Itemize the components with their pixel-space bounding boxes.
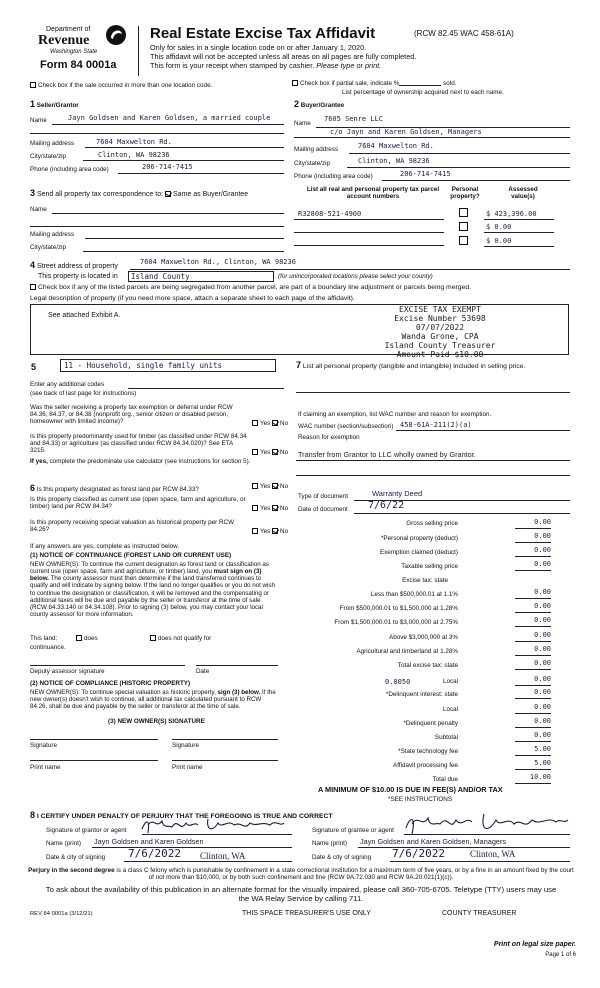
does-not-checkbox[interactable]: does not qualify for xyxy=(150,635,211,642)
sec6-instructions: If any answers are yes, complete as instructed below. xyxy=(30,543,180,550)
delinquent-penalty-value[interactable]: 0.00 xyxy=(534,717,551,725)
grantor-signature[interactable] xyxy=(138,815,288,837)
notice-compliance-body: NEW OWNER(S): To continue special valuation as historic property, sign (3) below. If the new owner(s) doesn't wish to continue, all additional tax calculated pursuant to RCW 84.26, shall be due and payable by the seller or transferor at the time of sale. xyxy=(30,689,276,711)
doc-type-label: Type of document xyxy=(298,493,349,500)
seller-phone-label: Phone (including area code) xyxy=(30,166,109,173)
tier5-value[interactable]: 0.00 xyxy=(534,645,551,653)
buyer-phone-field[interactable]: 206-714-7415 xyxy=(400,170,451,178)
personal-deduct-label: *Personal property (deduct) xyxy=(380,535,458,542)
gross-value[interactable]: 0.00 xyxy=(534,518,551,526)
doc-date-field[interactable]: 7/6/22 xyxy=(368,500,405,511)
excise-state-heading: Excise tax: state xyxy=(402,577,448,584)
assessed-3[interactable]: $ 0.00 xyxy=(486,237,512,245)
doc-type-field[interactable]: Warranty Deed xyxy=(372,489,423,498)
local-value[interactable]: 0.00 xyxy=(534,675,551,683)
assessed-value-header: Assessed value(s) xyxy=(508,186,538,201)
buyer-phone-label: Phone (including area code) xyxy=(294,173,373,180)
new-owner-signature-label-1: Signature xyxy=(30,742,57,749)
exemption-question: If claiming an exemption, list WAC number and reason for exemption. xyxy=(298,411,492,418)
tier2-label: From $500,000.01 to $1,500,000 at 1.28% xyxy=(339,605,458,612)
total-state-label: Total excise tax: state xyxy=(397,662,458,669)
tier2-value[interactable]: 0.00 xyxy=(534,602,551,610)
county-select[interactable]: Island County xyxy=(128,271,274,282)
doc-date-label: Date of document xyxy=(298,506,348,513)
local2-label: Local xyxy=(442,706,458,713)
grantee-name-label: Name (print) xyxy=(312,840,347,847)
assessor-signature-label: Deputy assessor signature xyxy=(30,668,105,675)
tier1-label: Less than $500,000.01 at 1.1% xyxy=(370,591,458,598)
continuance-label: continuance. xyxy=(30,644,66,651)
buyer-name-field[interactable]: 7605 Senre LLC xyxy=(324,115,384,123)
segregation-checkbox[interactable]: Check box if any of the listed parcels are being segregated from another parcel, are part of a boundary line adjustment or parcels being merged. xyxy=(30,284,471,292)
street-line: 4 Street address of property xyxy=(30,260,118,270)
use-code-field[interactable]: 11 - Household, single family units xyxy=(60,359,276,372)
sec6-q2: Is this property classified as current use (open space, farm and agriculture, or timber) land per RCW 84.34? xyxy=(30,496,246,511)
tier3-label: From $1,500,000.01 to $3,000,000 at 2.75% xyxy=(334,619,458,626)
street-field[interactable]: 7604 Maxwelton Rd., Clinton, WA 98236 xyxy=(140,258,296,266)
new-owner-signature-label-2: Signature xyxy=(172,742,199,749)
dept-line1: Department of xyxy=(46,26,91,33)
seller-mail-field[interactable]: 7604 Maxwelton Rd. xyxy=(96,138,172,146)
location-label: This property is located in xyxy=(38,273,118,280)
reason-field[interactable]: Transfer from Grantor to LLC wholly owned by Grantor. xyxy=(298,450,476,459)
total-state-value[interactable]: 0.00 xyxy=(534,659,551,667)
this-land-label: This land: xyxy=(30,635,58,642)
seller-mail-label: Mailing address xyxy=(30,140,75,147)
buyer-heading: 2 Buyer/Grantee xyxy=(294,99,345,109)
corr-name-label: Name xyxy=(30,206,47,213)
rcw-ref: (RCW 82.45 WAC 458-61A) xyxy=(414,29,514,38)
seller-city-label: City/state/zip xyxy=(30,153,67,160)
minimum-due-note: A MINIMUM OF $10.00 IS DUE IN FEE(S) AND/OR TAX xyxy=(318,785,503,794)
personal-3-checkbox[interactable] xyxy=(459,236,468,247)
subtotal-value[interactable]: 0.00 xyxy=(534,731,551,739)
revision-number: REV 84 0001a (3/12/21) xyxy=(30,911,93,917)
grantor-date-field[interactable]: 7/6/2022 xyxy=(128,847,181,860)
partial-sale-checkbox[interactable]: Check box if partial sale, indicate % sold. xyxy=(292,80,456,87)
form-number: Form 84 0001a xyxy=(40,59,117,71)
subtotal-label: Subtotal xyxy=(434,734,458,741)
grantor-date-label: Date & city of signing xyxy=(46,854,106,861)
corr-city-label: City/state/zip xyxy=(30,244,67,251)
q2-yes-no[interactable]: Yes No xyxy=(252,449,288,456)
tier5-label: Agricultural and timberland at 1.28% xyxy=(356,648,458,655)
buyer-mail-field[interactable]: 7604 Maxwelton Rd. xyxy=(358,142,434,150)
parcel-1[interactable]: R32808-521-4900 xyxy=(298,210,362,218)
delinquent-interest-value[interactable]: 0.00 xyxy=(534,688,551,696)
wac-field[interactable]: 458-61A-211(2)(a) xyxy=(400,421,472,429)
tech-fee-label: *State technology fee xyxy=(398,748,458,755)
local-rate: 0.0050 xyxy=(385,678,411,686)
buyer-city-label: City/state/zip xyxy=(294,160,331,167)
sec6-q3-yes-no[interactable]: Yes No xyxy=(252,528,288,535)
notice-continuance-heading: (1) NOTICE OF CONTINUANCE (FOREST LAND OR CURRENT USE) xyxy=(30,552,232,559)
seller-phone-field[interactable]: 206-714-7415 xyxy=(142,163,193,171)
dept-line3: Washington State xyxy=(50,49,98,55)
seller-name-label: Name xyxy=(30,117,47,124)
buyer-name2-field[interactable]: c/o Jayn and Karen Goldsen, Managers xyxy=(330,128,482,136)
grantor-name-label: Name (print) xyxy=(46,840,81,847)
tier1-value[interactable]: 0.00 xyxy=(534,588,551,596)
delinquent-interest-label: *Delinquent interest: state xyxy=(385,691,458,698)
grantee-date-label: Date & city of signing xyxy=(312,854,372,861)
timber-question: Is this property predominantly used for timber (as classified under RCW 84.34 and 84.33) or agriculture (as classified under RCW 84.34.020)? See ETA 3215. xyxy=(30,433,247,455)
sec6-q3: Is this property receiving special valuation as historical property per RCW 84.26? xyxy=(30,519,235,534)
tech-fee-value[interactable]: 5.00 xyxy=(534,745,551,753)
legal-desc-text: See attached Exhibit A. xyxy=(48,312,121,319)
assessor-date-label: Date xyxy=(196,668,210,675)
new-owner-signature-heading: (3) NEW OWNER(S) SIGNATURE xyxy=(108,718,205,725)
buyer-mail-label: Mailing address xyxy=(294,146,339,153)
print-name-label-2: Print name xyxy=(172,764,203,771)
legal-desc-label: Legal description of property (if you need more space, attach a separate sheet to each page of the affidavit). xyxy=(30,295,355,302)
grantee-signature[interactable] xyxy=(400,812,570,838)
subtitle-2: This affidavit will not be accepted unless all areas on all pages are fully completed. xyxy=(150,52,417,61)
location-note: (for unincorporated locations please select your county) xyxy=(278,273,433,280)
grantee-signature-label: Signature of grantee or agent xyxy=(312,827,394,834)
perjury-notice: Perjury in the second degree is a class C felony which is punishable by confinement in a state correctional institution for a maximum term of five years, or by a fine in an amount fixed by the court of not more than $10,000, or by both such confinement and fine (RCW 9A.72.030 and RCW 9A.20.021(1)(c)). xyxy=(28,867,574,882)
subtitle-3: This form is your receipt when stamped by cashier. Please type or print. xyxy=(150,61,382,70)
buyer-city-field[interactable]: Clinton, WA 98236 xyxy=(358,157,430,165)
add-codes-label: Enter any additional codes xyxy=(30,381,105,388)
tier4-label: Above $3,000,000 at 3% xyxy=(389,634,458,641)
personal-2-checkbox[interactable] xyxy=(459,222,468,233)
treasurer-stamp: EXCISE TAX EXEMPT Excise Number 53698 07/07/2022 Wanda Grone, CPA Island County Treasurer Amount Paid $10.00 xyxy=(384,305,496,359)
wac-label: WAC number (section/subsection) xyxy=(298,423,394,430)
grantee-name-field[interactable]: Jayn Goldsen and Karen Goldsen, Managers xyxy=(360,837,507,846)
timber-if-yes: If yes, complete the predominate use calculator (see instructions for section 5). xyxy=(30,458,251,465)
personal-property-list-label: 7 List all personal property (tangible and intangible) included in selling price. xyxy=(296,360,526,370)
personal-property-header: Personal property? xyxy=(450,186,480,201)
local2-value[interactable]: 0.00 xyxy=(534,703,551,711)
revenue-swirl-icon xyxy=(105,24,127,46)
see-instructions-note: *SEE INSTRUCTIONS xyxy=(388,796,453,803)
affidavit-fee-value[interactable]: 5.00 xyxy=(534,759,551,767)
taxable-value[interactable]: 0.00 xyxy=(534,560,551,568)
affidavit-fee-label: Affidavit processing fee xyxy=(393,762,458,769)
seller-heading: 1 Seller/Grantor xyxy=(30,99,79,109)
notice-compliance-heading: (2) NOTICE OF COMPLIANCE (HISTORIC PROPERTY) xyxy=(30,680,191,687)
local-label: Local xyxy=(442,678,458,685)
exemption-deferral-question: Was the seller receiving a property tax exemption or deferral under RCW 84.36, 84.37, or 84.38 (nonprofit org., senior citizen or disabled person, homeowner with limited income)? xyxy=(30,404,233,426)
add-codes-note: (see back of last page for instructions) xyxy=(30,390,137,397)
grantee-date-field[interactable]: 7/6/2022 xyxy=(392,847,445,860)
grantor-name-field[interactable]: Jayn Goldsen and Karen Goldsen xyxy=(94,837,204,846)
does-checkbox[interactable]: does xyxy=(76,635,98,642)
treasurer-use-label: THIS SPACE TREASURER'S USE ONLY xyxy=(242,910,371,917)
parcel-header: List all real and personal property tax parcel account numbers xyxy=(306,186,440,201)
total-due-value[interactable]: 10.00 xyxy=(529,773,551,781)
subtitle-1: Only for sales in a single location code on or after January 1, 2020. xyxy=(150,43,367,52)
sec6-q1-yes-no[interactable]: Yes No xyxy=(252,483,288,490)
sec6-q2-yes-no[interactable]: Yes No xyxy=(252,505,288,512)
page-title: Real Estate Excise Tax Affidavit xyxy=(150,25,376,42)
certification-heading: 8 I CERTIFY UNDER PENALTY OF PERJURY THAT THE FOREGOING IS TRUE AND CORRECT xyxy=(30,810,333,820)
tier4-value[interactable]: 0.00 xyxy=(534,631,551,639)
assessed-1[interactable]: $ 423,396.00 xyxy=(486,210,537,218)
taxable-label: Taxable selling price xyxy=(401,563,458,570)
page-number: Page 1 of 6 xyxy=(545,952,576,958)
notice-continuance-body: NEW OWNER(S): To continue the current designation as forest land or classification as current use (open space, farm and agriculture, or timber) land, you must sign on (3) below. The county assessor must then determine if the land transferred continues to qualify and will indicate by signing below. If the land no longer qualifies or you do not wish to continue the designation or classification, it will be removed and the compensating or additional taxes will be due and payable by the seller or transferor at the time of sale (RCW 84.33.140 or 84.34.108). Prior to signing (3) below, you may contact your local county assessor for more information. xyxy=(30,561,275,618)
grantor-city-field[interactable]: Clinton, WA xyxy=(200,851,246,861)
assessed-2[interactable]: $ 0.00 xyxy=(486,223,512,231)
dept-line2: Revenue xyxy=(38,33,90,48)
personal-1-checkbox[interactable] xyxy=(459,208,468,219)
buyer-name-label: Name xyxy=(294,120,311,127)
gross-label: Gross selling price xyxy=(406,520,458,527)
print-name-label-1: Print name xyxy=(30,764,61,771)
seller-city-field[interactable]: Clinton, WA 98236 xyxy=(98,151,170,159)
tier3-value[interactable]: 0.00 xyxy=(534,616,551,624)
exemption-deduct-value[interactable]: 0.00 xyxy=(534,546,551,554)
grantor-signature-label: Signature of grantor or agent xyxy=(46,827,127,834)
sec5-number: 5 xyxy=(31,362,37,372)
dor-logo xyxy=(30,24,130,74)
personal-deduct-value[interactable]: 0.00 xyxy=(534,532,551,540)
total-due-label: Total due xyxy=(432,776,458,783)
seller-name-field[interactable]: Jayn Goldsen and Karen Goldsen, a married couple xyxy=(68,114,271,122)
q1-yes-no[interactable]: Yes No xyxy=(252,420,288,427)
correspondence-line: 3 Send all property tax correspondence to: Same as Buyer/Grantee xyxy=(30,188,249,198)
list-pct-note: List percentage of ownership acquired next to each name. xyxy=(342,89,504,96)
multi-location-checkbox[interactable]: Check box if the sale occurred in more than one location code. xyxy=(30,82,212,89)
corr-mail-label: Mailing address xyxy=(30,231,75,238)
reason-label: Reason for exemption xyxy=(298,434,360,441)
same-as-buyer-checkbox[interactable] xyxy=(165,191,171,197)
grantee-city-field[interactable]: Clinton, WA xyxy=(470,849,516,859)
legal-size-note: Print on legal size paper. xyxy=(493,941,576,948)
alt-format-notice: To ask about the availability of this publication in an alternate format for the visually impaired, please call 360-705-6705. Teletype (TTY) users may use the WA Relay Service by calling 711. xyxy=(45,885,557,903)
county-treasurer-label: COUNTY TREASURER xyxy=(442,910,517,917)
delinquent-penalty-label: *Delinquent penalty xyxy=(403,720,458,727)
exemption-deduct-label: Exemption claimed (deduct) xyxy=(379,549,458,556)
sec6-q1: 6 Is this property designated as forest land per RCW 84.33? xyxy=(30,483,199,493)
header-divider xyxy=(138,26,139,76)
